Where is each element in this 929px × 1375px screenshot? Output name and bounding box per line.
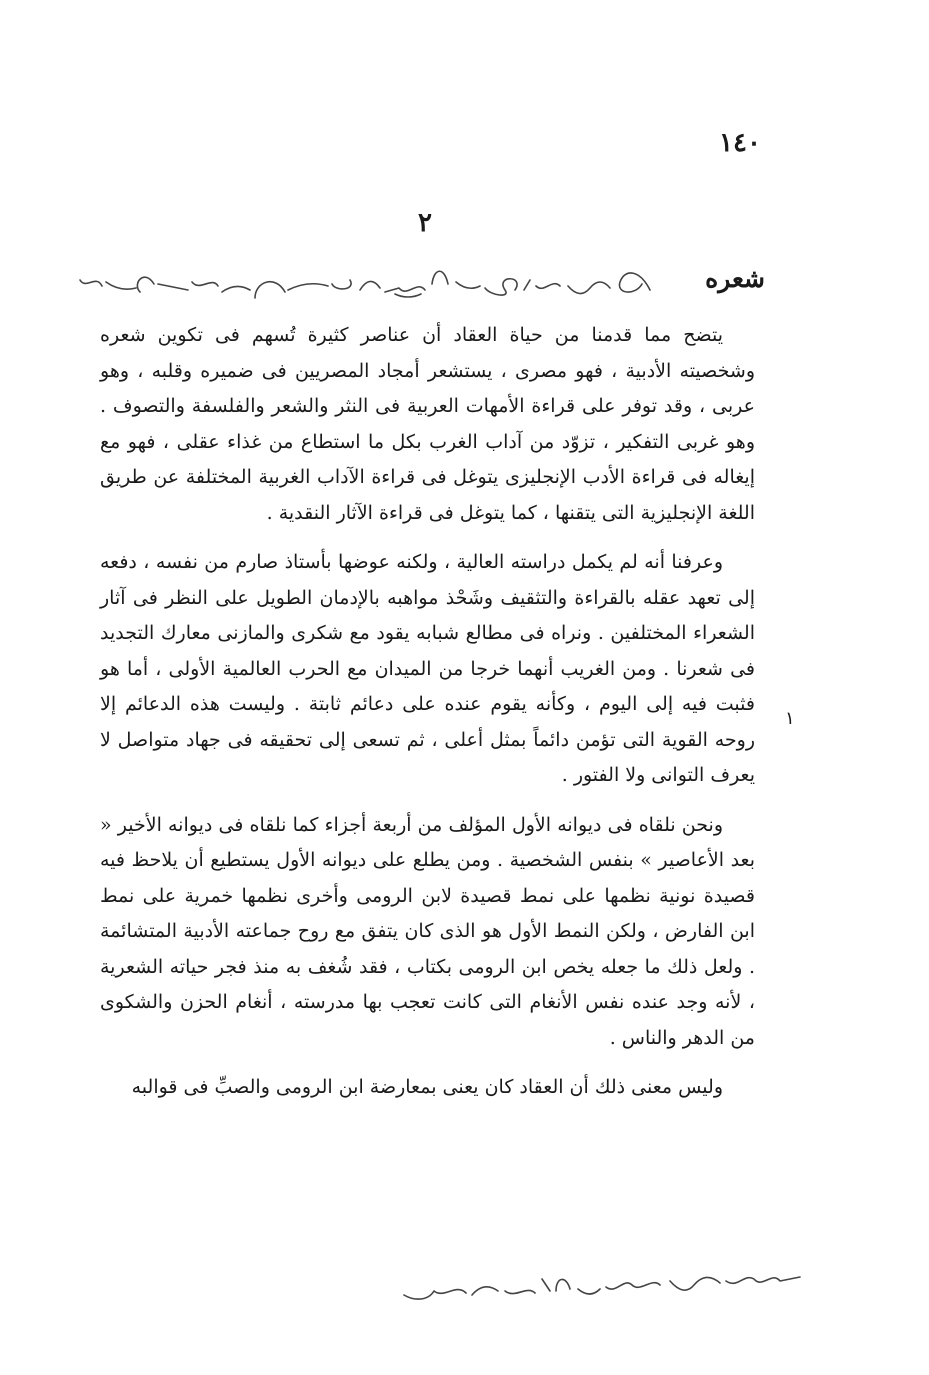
section-number: ٢ xyxy=(418,208,432,238)
handwritten-note-annotation xyxy=(360,1255,810,1315)
body-text xyxy=(100,318,755,1120)
paragraph-1: يتضح مما قدمنا من حياة العقاد أن عناصر كثيرة تُسهم فى تكوين شعره وشخصيته الأدبية ، فهو مصرى ، يستشعر أمجاد المصريين فى ضميره وقلبه ، وهو عربى ، وقد توفر على قراءة الأمهات العربية فى النثر والشعر والفلسفة والتصوف . وهو غربى التفكير ، تزوّد من آداب الغرب بكل ما استطاع من غذاء عقلى ، فهو مع إيغاله فى قراءة الأدب الإنجليزى يتوغل فى قراءة الآداب الغربية المختلفة عن طريق اللغة الإنجليزية التى يتقنها ، كما يتوغل فى قراءة الآثار النقدية . xyxy=(100,324,755,524)
margin-mark: ١ xyxy=(785,708,795,729)
paragraph-4: وليس معنى ذلك أن العقاد كان يعنى بمعارضة ابن الرومى والصبِّ فى قوالبه xyxy=(131,1076,723,1098)
handwriting-scribble-heading xyxy=(50,250,670,310)
handwriting-scribble-note xyxy=(360,1255,810,1315)
section-heading: شعره xyxy=(705,264,765,293)
page-number: ١٤٠ xyxy=(719,128,761,158)
paragraph-2: وعرفنا أنه لم يكمل دراسته العالية ، ولكنه عوضها بأستاذ صارم من نفسه ، دفعه إلى تعهد عقله بالقراءة والتثقيف وشَحْذ مواهبه بالإدمان الطويل على النظر فى آثار الشعراء المختلفين . ونراه فى مطالع شبابه يقود مع شكرى والمازنى معارك التجديد فى شعرنا . ومن الغريب أنهما خرجا من الميدان مع الحرب العالمية الأولى ، أما هو فثبت فيه إلى اليوم ، وكأنه يقوم عنده على دعائم ثابتة . وليست هذه الدعائم إلا روحه القوية التى تؤمن دائماً بمثل أعلى ، ثم تسعى إلى تحقيقه فى جهاد متواصل لا يعرف التوانى ولا الفتور . xyxy=(100,551,755,786)
handwritten-heading-annotation xyxy=(50,250,670,310)
paragraph-3: ونحن نلقاه فى ديوانه الأول المؤلف من أربعة أجزاء كما نلقاه فى ديوانه الأخير « بعد الأعاصير » بنفس الشخصية . ومن يطلع على ديوانه الأول يستطيع أن يلاحظ فيه قصيدة نونية نظمها على نمط قصيدة لابن الرومى وأخرى نظمها خمرية على نمط ابن الفارض ، ولكن النمط الأول هو الذى كان يتفق مع روح جماعته الأدبية المتشائمة . ولعل ذلك ما جعله يخص ابن الرومى بكتاب ، فقد شُغف به منذ فجر حياته الشعرية ، لأنه وجد عنده نفس الأنغام التى كانت تعجب بها مدرسته ، أنغام الحزن والشكوى من الدهر والناس . xyxy=(100,813,755,1049)
heading-row xyxy=(60,250,765,310)
